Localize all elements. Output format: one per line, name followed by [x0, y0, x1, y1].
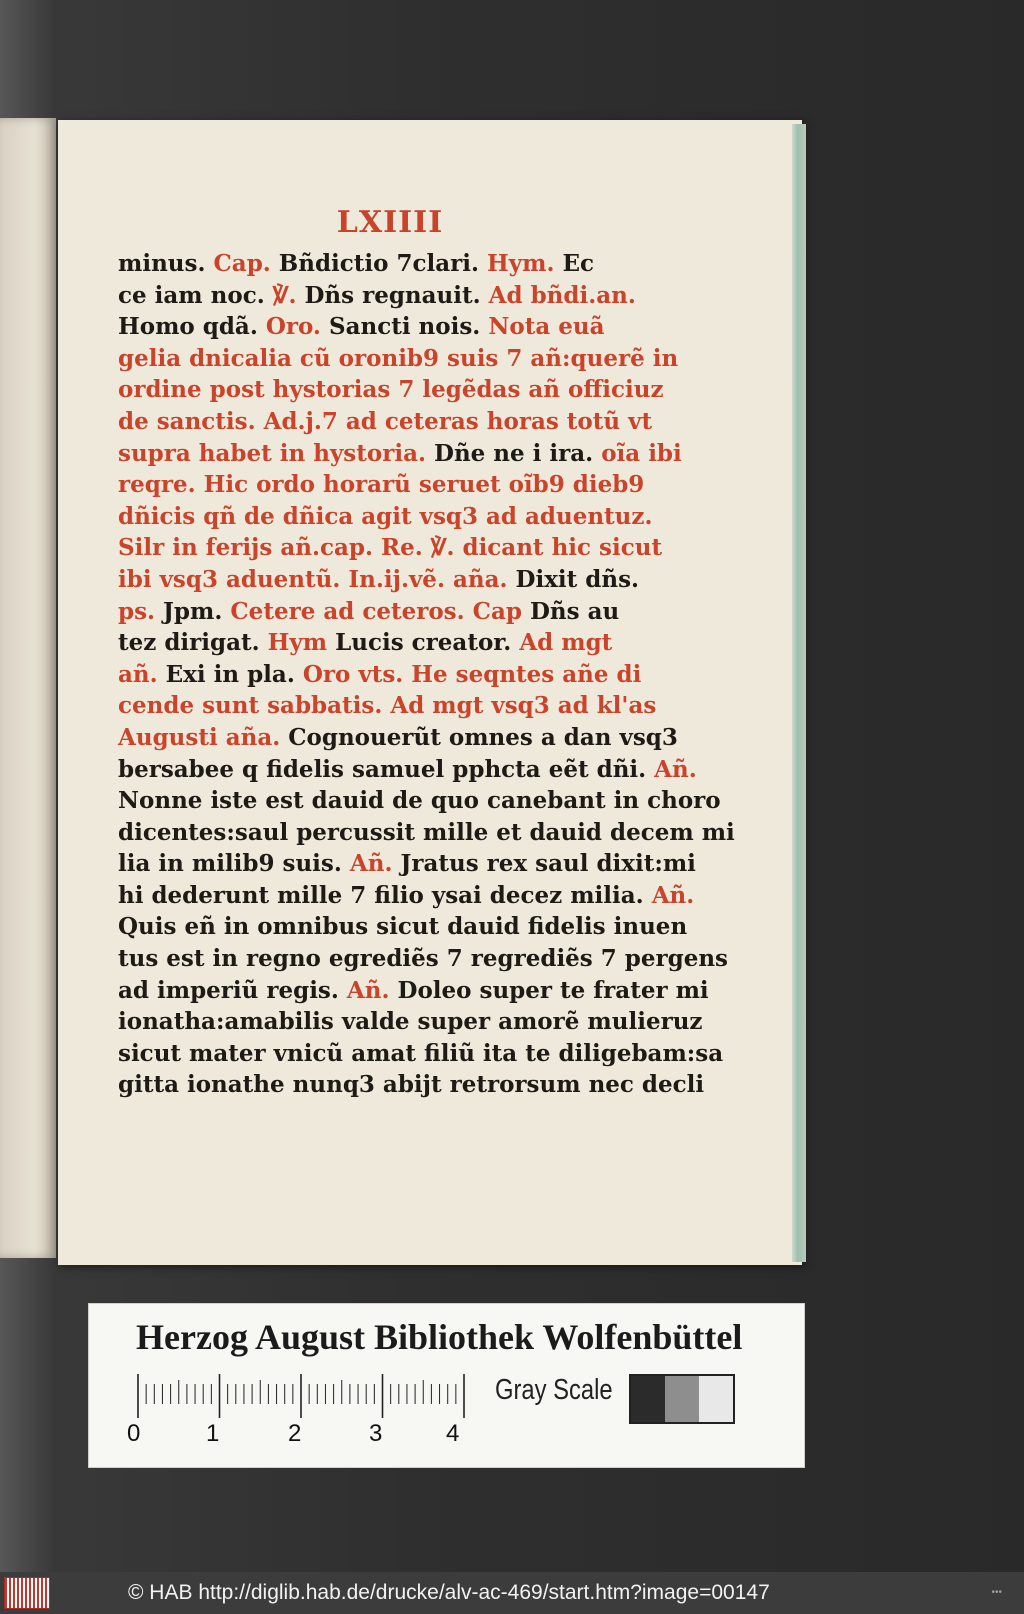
text-line	[118, 880, 695, 912]
rubric-text: ibi vsq3 aduentũ. In.ij.vẽ. aña.	[118, 565, 516, 593]
text-line	[118, 627, 622, 659]
gray-scale-label: Gray Scale	[495, 1374, 613, 1406]
text-line	[118, 943, 728, 975]
rubric-text: Cap	[472, 597, 530, 625]
body-text: Sancti nois.	[328, 313, 489, 341]
rubric-text: Oro vts. He seqntes añe di	[302, 660, 642, 688]
body-text: Homo qdã.	[118, 313, 266, 341]
gray-patch	[631, 1376, 665, 1422]
body-text: Nonne iste est dauid de quo canebant in choro	[118, 787, 721, 815]
rubric-text: Hym.	[487, 250, 563, 277]
rubric-text: Cetere ad ceteros.	[230, 597, 473, 625]
rubric-text: Silr in ferijs añ.cap. Re. ℣. dicant hic sicut	[118, 534, 663, 562]
body-text: ce iam noc.	[118, 281, 273, 309]
folio-number: LXIIII	[336, 205, 444, 240]
gray-scale-patches	[629, 1374, 735, 1424]
body-text: hi dederunt mille 7 filio ysai decez milia.	[118, 881, 652, 909]
body-text: Quis eñ in omnibus sicut dauid fidelis inuen	[118, 913, 688, 941]
rubric-text: Ad mgt	[519, 629, 613, 657]
scale-ruler	[136, 1374, 466, 1420]
ruler-label-1: 1	[206, 1420, 220, 1447]
gray-patch	[665, 1376, 699, 1422]
text-line	[118, 438, 682, 470]
body-text: Dñe ne i ira.	[434, 439, 602, 467]
rubric-text: ordine post hystorias 7 legẽdas añ officiuz	[118, 376, 664, 404]
text-line	[118, 1069, 705, 1101]
body-text: Lucis creator.	[335, 629, 520, 657]
text-line	[118, 848, 696, 880]
text-line	[118, 280, 636, 312]
body-text: Jratus rex saul dixit:mi	[400, 850, 696, 878]
text-line	[118, 532, 663, 564]
text-line	[118, 754, 697, 786]
text-line	[118, 659, 642, 691]
text-line	[118, 343, 679, 375]
body-text: Jpm.	[163, 597, 231, 625]
page-fore-edge	[792, 124, 806, 1262]
rubric-text: añ.	[118, 660, 166, 688]
rubric-text: ℣.	[272, 281, 305, 309]
ruler-label-4: 4	[446, 1420, 460, 1447]
ruler-label-0: 0	[127, 1420, 141, 1447]
ruler-label-3: 3	[369, 1420, 383, 1447]
body-text: gitta ionathe nunq3 abijt retrorsum nec decli	[118, 1071, 705, 1099]
text-block	[118, 248, 735, 1101]
body-text: bersabee q fidelis samuel pphcta eẽt dñi.	[118, 755, 655, 783]
body-text: tus est in regno egrediẽs 7 regrediẽs 7 pergens	[118, 945, 728, 973]
library-title: Herzog August Bibliothek Wolfenbüttel	[136, 1317, 743, 1357]
rubric-text: oĩa ibi	[601, 439, 682, 467]
rubric-text: Añ.	[349, 850, 401, 878]
text-line	[118, 785, 721, 817]
text-line	[118, 248, 622, 280]
rubric-text: cende sunt sabbatis. Ad mgt vsq3 ad kl'as	[118, 692, 657, 720]
text-line	[118, 564, 640, 596]
rubric-text: Añ.	[346, 976, 398, 1004]
previous-page-sliver	[0, 118, 56, 1258]
text-line	[118, 469, 645, 501]
rubric-text: ps.	[118, 597, 164, 625]
body-text: Exi in pla.	[165, 660, 303, 688]
rubric-text: Oro.	[265, 313, 329, 341]
footer-bar	[0, 1572, 1024, 1614]
body-text: minus.	[118, 250, 214, 277]
text-line	[118, 1038, 724, 1070]
text-line	[118, 311, 622, 343]
body-text: Dñs regnauit.	[304, 281, 489, 309]
body-text: ad imperiũ regis.	[118, 976, 347, 1004]
rubric-text: supra habet in hystoria.	[118, 439, 434, 467]
ruler-label-2: 2	[288, 1420, 302, 1447]
text-line	[118, 1006, 703, 1038]
body-text: dicentes:saul percussit mille et dauid decem mi	[118, 818, 735, 846]
rubric-text: Nota euã	[488, 313, 605, 341]
rubric-text: Cap.	[213, 250, 279, 277]
rubric-text: Ad bñdi.an.	[488, 281, 636, 309]
body-text: Bñdictio 7clari.	[278, 250, 488, 277]
body-text: Dñs au	[529, 597, 620, 625]
color-target-card	[88, 1303, 805, 1468]
text-line	[118, 596, 622, 628]
text-line	[118, 501, 653, 533]
rubric-text: dñicis qñ de dñica agit vsq3 ad aduentuz.	[118, 502, 653, 530]
text-line	[118, 975, 709, 1007]
body-text: Dixit dñs.	[515, 565, 640, 593]
text-line	[118, 406, 653, 438]
rubric-text: de sanctis. Ad.j.7 ad ceteras horas totũ vt	[118, 407, 653, 435]
body-text: lia in milib9 suis.	[118, 850, 350, 878]
body-text: Doleo super te frater mi	[397, 976, 709, 1004]
text-line	[118, 374, 664, 406]
rubric-text: Añ.	[654, 755, 697, 783]
footer-dots: •••	[991, 1587, 1002, 1598]
body-text: tez dirigat.	[118, 629, 268, 657]
text-line	[118, 690, 657, 722]
body-text: Ec	[562, 250, 595, 277]
rubric-text: gelia dnicalia cũ oronib9 suis 7 añ:querẽ in	[118, 344, 679, 372]
gray-patch	[699, 1376, 733, 1422]
rubric-text: Augusti aña.	[118, 723, 289, 751]
footer-copyright-url[interactable]: © HAB http://diglib.hab.de/drucke/alv-ac-469/start.htm?image=00147	[128, 1581, 770, 1604]
rubric-text: Hym	[267, 629, 336, 657]
text-line	[118, 722, 678, 754]
body-text: ionatha:amabilis valde super amorẽ mulieruz	[118, 1008, 703, 1036]
body-text: Cognouerũt omnes a dan vsq3	[288, 723, 678, 751]
hab-logo-icon	[4, 1577, 50, 1609]
body-text: sicut mater vnicũ amat filiũ ita te diligebam:sa	[118, 1039, 724, 1067]
text-line	[118, 817, 735, 849]
rubric-text: Añ.	[651, 881, 695, 909]
text-line	[118, 911, 688, 943]
rubric-text: reqre. Hic ordo horarũ seruet oĩb9 dieb9	[118, 471, 645, 499]
